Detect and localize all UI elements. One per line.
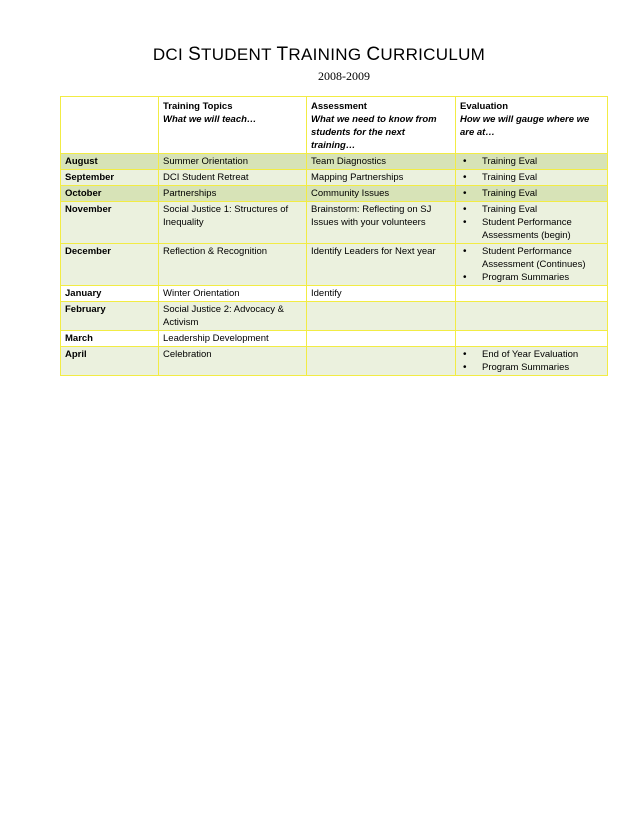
evaluation-item (460, 155, 603, 168)
topic-cell: Partnerships (159, 186, 307, 202)
title-part: TUDENT (201, 45, 277, 64)
title-part: DCI (152, 45, 189, 64)
topic-cell: Winter Orientation (159, 286, 307, 302)
evaluation-cell (456, 244, 608, 286)
bullet-icon: • (463, 172, 467, 183)
assessment-cell (307, 347, 456, 376)
assessment-cell: Mapping Partnerships (307, 170, 456, 186)
evaluation-text: Training Eval (482, 188, 538, 199)
evaluation-text: Training Eval (482, 204, 538, 215)
title-part: C (366, 44, 381, 65)
assessment-cell: Community Issues (307, 186, 456, 202)
evaluation-cell (456, 286, 608, 302)
table-row (61, 244, 608, 286)
evaluation-item (460, 361, 603, 374)
evaluation-text: Program Summaries (482, 362, 570, 373)
bullet-icon: • (463, 246, 467, 257)
evaluation-cell (456, 170, 608, 186)
header-title: Assessment (311, 101, 367, 112)
month-cell: December (61, 244, 159, 286)
month-cell: October (61, 186, 159, 202)
header-cell-topics (159, 97, 307, 154)
header-title: Evaluation (460, 101, 509, 112)
evaluation-item (460, 216, 603, 242)
table-row (61, 186, 608, 202)
header-title: Training Topics (163, 101, 233, 112)
topic-cell: Celebration (159, 347, 307, 376)
month-cell: August (61, 154, 159, 170)
table-row (61, 347, 608, 376)
month-cell: November (61, 202, 159, 244)
evaluation-text: Student Performance Assessment (Continues) (482, 246, 586, 270)
header-subtitle: What we will teach… (163, 114, 257, 125)
assessment-cell: Identify (307, 286, 456, 302)
evaluation-list (460, 155, 603, 168)
evaluation-list (460, 245, 603, 284)
evaluation-list (460, 203, 603, 242)
month-cell: February (61, 302, 159, 331)
evaluation-item (460, 271, 603, 284)
bullet-icon: • (463, 156, 467, 167)
evaluation-item (460, 203, 603, 216)
evaluation-item (460, 187, 603, 200)
evaluation-cell (456, 202, 608, 244)
topic-cell: Leadership Development (159, 331, 307, 347)
document-subtitle: 2008-2009 (318, 69, 370, 83)
evaluation-cell (456, 186, 608, 202)
topic-cell: Social Justice 1: Structures of Inequality (159, 202, 307, 244)
month-cell: March (61, 331, 159, 347)
table-row (61, 154, 608, 170)
topic-cell: DCI Student Retreat (159, 170, 307, 186)
evaluation-text: Training Eval (482, 172, 538, 183)
header-cell-evaluation (456, 97, 608, 154)
evaluation-item (460, 348, 603, 361)
bullet-icon: • (463, 362, 467, 373)
table-row (61, 302, 608, 331)
assessment-cell: Team Diagnostics (307, 154, 456, 170)
evaluation-text: Student Performance Assessments (begin) (482, 217, 572, 241)
assessment-cell (307, 331, 456, 347)
assessment-cell: Brainstorm: Reflecting on SJ Issues with your volunteers (307, 202, 456, 244)
assessment-cell: Identify Leaders for Next year (307, 244, 456, 286)
bullet-icon: • (463, 272, 467, 283)
evaluation-list (460, 187, 603, 200)
evaluation-cell (456, 331, 608, 347)
evaluation-text: Program Summaries (482, 272, 570, 283)
bullet-icon: • (463, 349, 467, 360)
month-cell: April (61, 347, 159, 376)
table-row (61, 331, 608, 347)
title-part: URRICULUM (380, 45, 486, 64)
table-row (61, 170, 608, 186)
curriculum-table (60, 96, 608, 376)
topic-cell: Summer Orientation (159, 154, 307, 170)
evaluation-text: Training Eval (482, 156, 538, 167)
table-header-row (61, 97, 608, 154)
header-subtitle: How we will gauge where we are at… (460, 114, 590, 138)
evaluation-cell (456, 302, 608, 331)
title-part: T (276, 44, 289, 65)
evaluation-cell (456, 154, 608, 170)
title-part: S (188, 44, 202, 65)
evaluation-item (460, 245, 603, 271)
table-row (61, 202, 608, 244)
month-cell: January (61, 286, 159, 302)
document-title (0, 44, 638, 66)
header-subtitle: What we need to know from students for the next training… (311, 114, 437, 151)
bullet-icon: • (463, 217, 467, 228)
table-row (61, 286, 608, 302)
assessment-cell (307, 302, 456, 331)
evaluation-list (460, 348, 603, 374)
evaluation-list (460, 171, 603, 184)
topic-cell: Social Justice 2: Advocacy & Activism (159, 302, 307, 331)
evaluation-text: End of Year Evaluation (482, 349, 579, 360)
evaluation-item (460, 171, 603, 184)
bullet-icon: • (463, 204, 467, 215)
evaluation-cell (456, 347, 608, 376)
month-cell: September (61, 170, 159, 186)
title-part: RAINING (288, 45, 367, 64)
topic-cell: Reflection & Recognition (159, 244, 307, 286)
header-cell-assessment (307, 97, 456, 154)
bullet-icon: • (463, 188, 467, 199)
header-cell-month (61, 97, 159, 154)
